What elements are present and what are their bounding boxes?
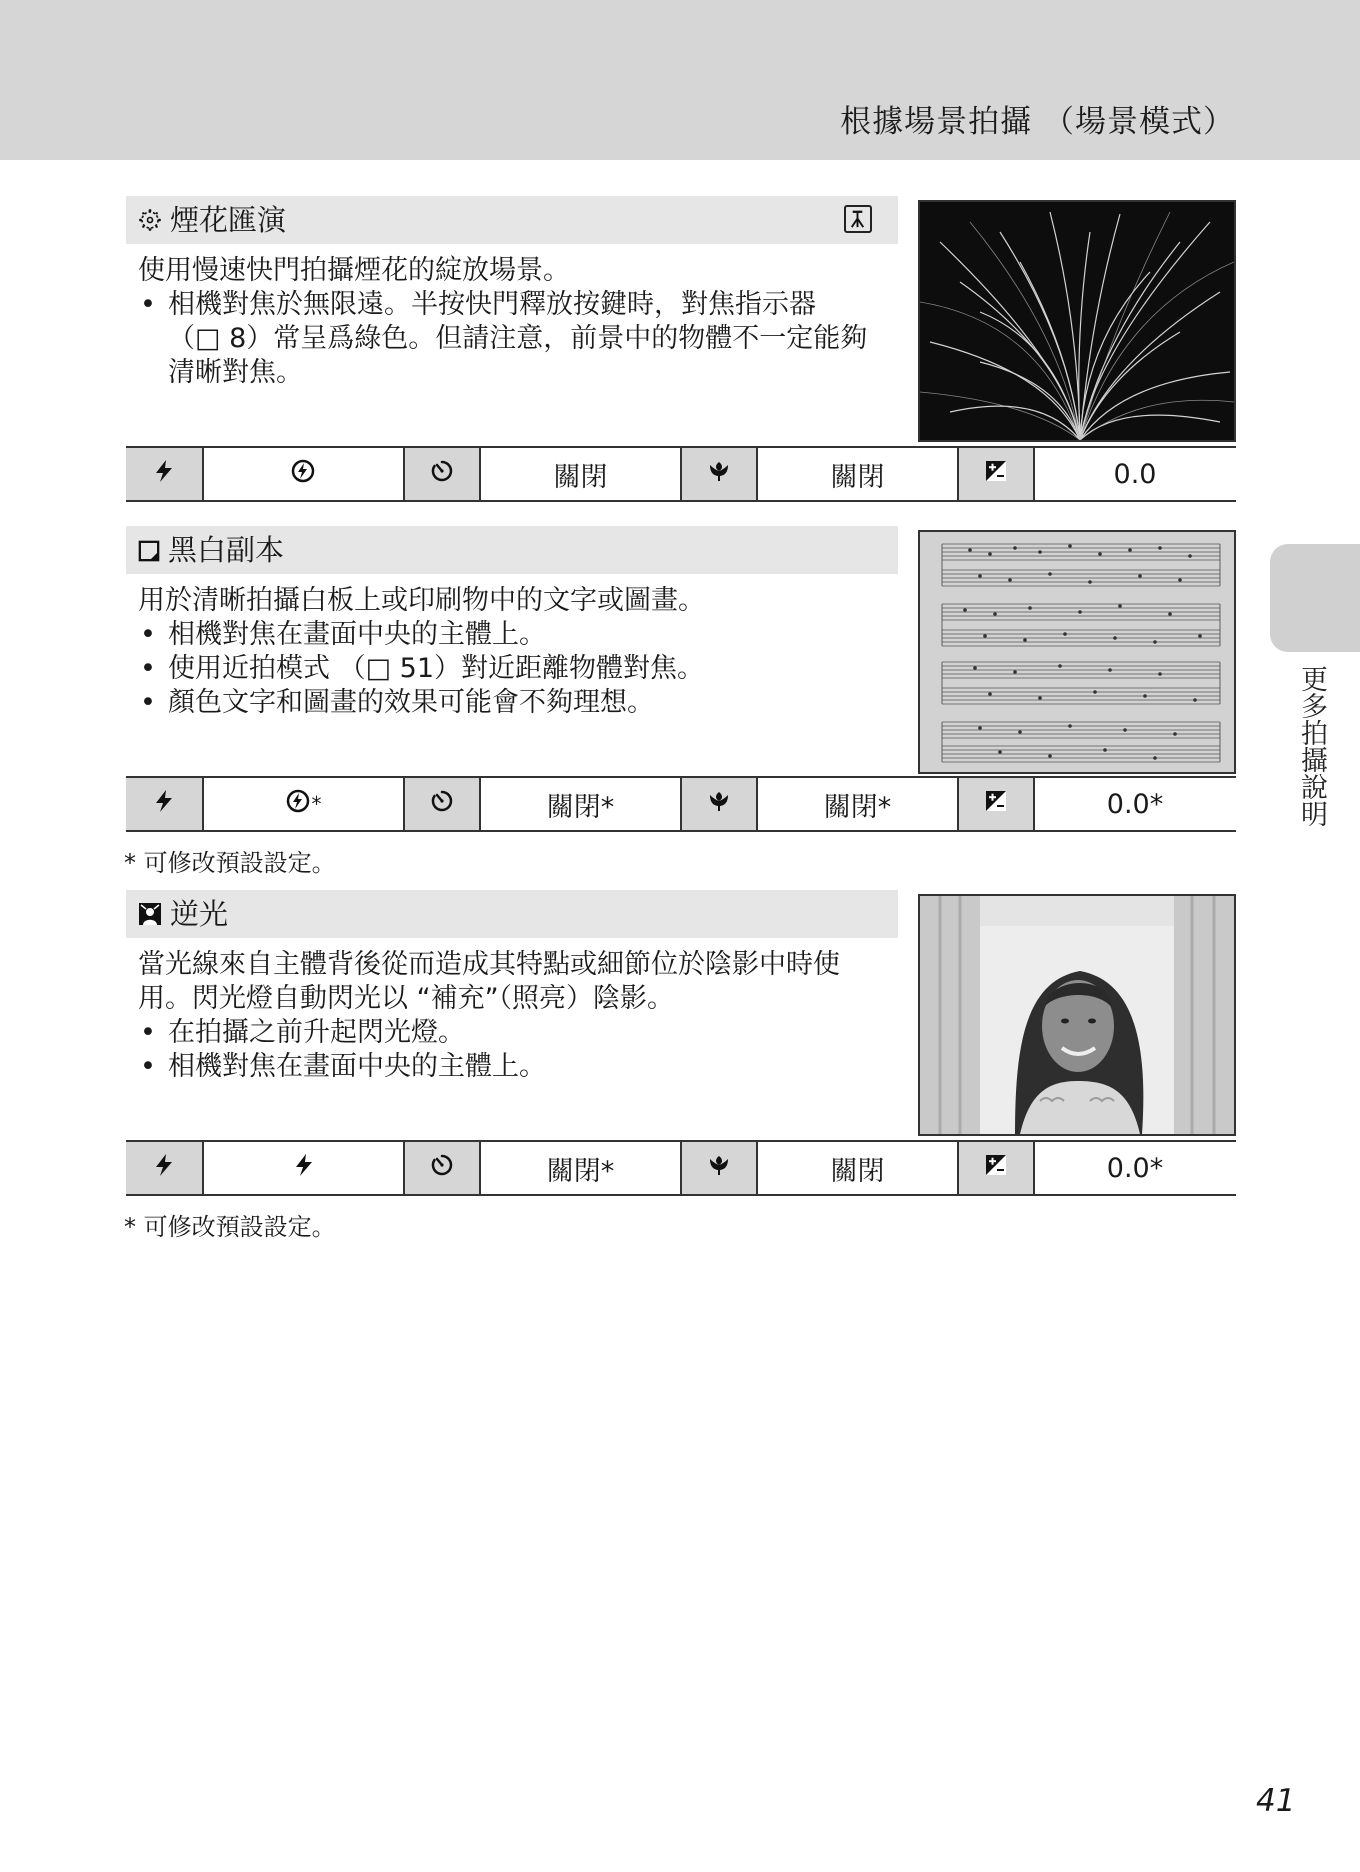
flash-icon bbox=[152, 459, 176, 490]
flash-value: * bbox=[204, 778, 403, 830]
section-backlight bbox=[126, 890, 1236, 1200]
side-tab-label: 更多拍攝說明 bbox=[1296, 665, 1327, 827]
self-timer-value: 關閉 bbox=[553, 461, 608, 493]
self-timer-value: 關閉* bbox=[546, 1155, 615, 1187]
list-item: • 在拍攝之前升起閃光燈。 bbox=[138, 1016, 908, 1050]
flash-value bbox=[204, 1142, 403, 1194]
list-item: • 相機對焦在畫面中央的主體上。 bbox=[138, 1050, 908, 1084]
macro-cell bbox=[680, 448, 758, 500]
flash-icon bbox=[152, 789, 176, 820]
exposure-value: 0.0 bbox=[1113, 458, 1157, 490]
side-tab bbox=[1270, 544, 1360, 652]
section-body: 使用慢速快門拍攝煙花的綻放場景。 • 相機對焦於無限遠。半按快門釋放按鍵時，對焦指示器 （□ 8）常呈爲綠色。但請注意，前景中的物體不一定能夠清晰對焦。 bbox=[138, 254, 908, 390]
tripod-icon bbox=[844, 205, 872, 233]
footnote: * 可修改預設設定。 bbox=[124, 849, 336, 877]
section-header bbox=[126, 196, 898, 244]
flash-icon bbox=[292, 1153, 316, 1184]
macro-icon bbox=[707, 459, 731, 490]
flash-off-icon bbox=[291, 459, 315, 490]
settings-table bbox=[126, 1140, 1236, 1196]
section-header bbox=[126, 890, 898, 938]
section-title: 黑白副本 bbox=[138, 534, 284, 568]
flash-mode-cell bbox=[126, 778, 204, 830]
settings-table bbox=[126, 446, 1236, 502]
exposure-cell bbox=[957, 778, 1035, 830]
exposure-comp-icon bbox=[984, 789, 1008, 820]
section-body: 用於清晰拍攝白板上或印刷物中的文字或圖畫。 • 相機對焦在畫面中央的主體上。 • 使用近拍模式 （□ 51）對近距離物體對焦。 • 顏色文字和圖畫的效果可能會不夠理想。 bbox=[138, 584, 908, 720]
page-number: 41 bbox=[1256, 1783, 1296, 1819]
backlight-icon bbox=[138, 900, 162, 932]
settings-table bbox=[126, 776, 1236, 832]
section-header bbox=[126, 526, 898, 574]
exposure-value: 0.0* bbox=[1106, 1152, 1164, 1184]
self-timer-icon bbox=[430, 789, 454, 820]
section-body: 當光線來自主體背後從而造成其特點或細節位於陰影中時使用。閃光燈自動閃光以 “補充”（照亮）陰影。 • 在拍攝之前升起閃光燈。 • 相機對焦在畫面中央的主體上。 bbox=[138, 948, 908, 1084]
self-timer-icon bbox=[430, 1153, 454, 1184]
page-title: 根據場景拍攝 （場景模式） bbox=[840, 104, 1235, 140]
macro-cell bbox=[680, 1142, 758, 1194]
portrait-photo bbox=[918, 894, 1236, 1136]
section-fireworks bbox=[126, 196, 1236, 506]
flash-icon bbox=[152, 1153, 176, 1184]
exposure-cell bbox=[957, 1142, 1035, 1194]
flash-mode-cell bbox=[126, 1142, 204, 1194]
list-item: • 顏色文字和圖畫的效果可能會不夠理想。 bbox=[138, 686, 908, 720]
section-title: 煙花匯演 bbox=[138, 204, 286, 238]
list-item: • 相機對焦於無限遠。半按快門釋放按鍵時，對焦指示器 （□ 8）常呈爲綠色。但請注意，前景中的物體不一定能夠清晰對焦。 bbox=[138, 288, 868, 390]
exposure-value: 0.0* bbox=[1106, 788, 1164, 820]
self-timer-cell bbox=[403, 448, 481, 500]
fireworks-photo bbox=[918, 200, 1236, 442]
fireworks-icon bbox=[138, 206, 162, 238]
flash-off-icon bbox=[286, 789, 310, 820]
self-timer-cell bbox=[403, 1142, 481, 1194]
sheet-music-photo bbox=[918, 530, 1236, 774]
self-timer-cell bbox=[403, 778, 481, 830]
macro-value: 關閉 bbox=[830, 1155, 885, 1187]
self-timer-value: 關閉* bbox=[546, 791, 615, 823]
flash-value bbox=[204, 448, 403, 500]
footnote: * 可修改預設設定。 bbox=[124, 1213, 336, 1241]
section-title: 逆光 bbox=[138, 898, 228, 932]
list-item: • 使用近拍模式 （□ 51）對近距離物體對焦。 bbox=[138, 652, 908, 686]
macro-cell bbox=[680, 778, 758, 830]
macro-value: 關閉* bbox=[823, 791, 892, 823]
self-timer-icon bbox=[430, 459, 454, 490]
macro-value: 關閉 bbox=[830, 461, 885, 493]
macro-icon bbox=[707, 789, 731, 820]
exposure-cell bbox=[957, 448, 1035, 500]
exposure-comp-icon bbox=[984, 459, 1008, 490]
copy-icon bbox=[138, 536, 160, 568]
exposure-comp-icon bbox=[984, 1153, 1008, 1184]
macro-icon bbox=[707, 1153, 731, 1184]
list-item: • 相機對焦在畫面中央的主體上。 bbox=[138, 618, 908, 652]
section-copy bbox=[126, 526, 1236, 836]
flash-mode-cell bbox=[126, 448, 204, 500]
